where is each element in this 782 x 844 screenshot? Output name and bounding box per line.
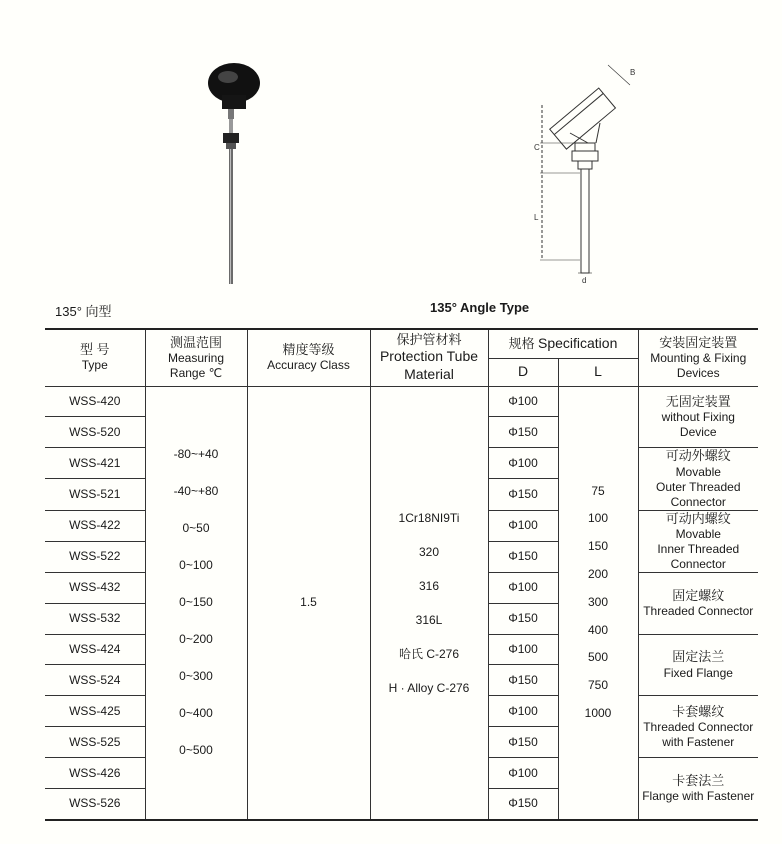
mounting-cn: 卡套螺纹 [672, 703, 725, 719]
diameter-cell: Φ100 [488, 510, 558, 541]
label-l: L [534, 213, 539, 222]
header-spec: 规格 Specification [488, 329, 638, 358]
mounting-en: Threaded Connector [643, 719, 754, 734]
material-value: 320 [418, 544, 440, 559]
range-value: 0~50 [182, 521, 210, 536]
mounting-cell [638, 634, 758, 696]
header-material: 保护管材料 Protection Tube Material [370, 329, 488, 386]
material-value: 316L [415, 612, 443, 627]
mounting-en: Connector [670, 556, 726, 571]
mounting-en: Movable [675, 464, 721, 479]
length-value: 750 [587, 678, 609, 693]
diameter-cell: Φ100 [488, 634, 558, 665]
type-cell: WSS-525 [45, 727, 145, 758]
length-value: 500 [587, 650, 609, 665]
mounting-cell [638, 448, 758, 510]
type-cell: WSS-421 [45, 448, 145, 479]
material-cell [370, 386, 488, 820]
type-cell: WSS-522 [45, 541, 145, 572]
range-value: 0~150 [179, 595, 213, 610]
mounting-cn: 卡套法兰 [672, 772, 725, 788]
type-cell: WSS-420 [45, 386, 145, 417]
type-cell: WSS-526 [45, 789, 145, 820]
range-value: 0~400 [179, 706, 213, 721]
diameter-cell: Φ100 [488, 696, 558, 727]
type-cell: WSS-422 [45, 510, 145, 541]
mounting-en: Device [679, 425, 717, 440]
range-value: 0~500 [179, 743, 213, 758]
mounting-cell [638, 510, 758, 572]
header-d: D [488, 358, 558, 386]
table-row [45, 386, 758, 417]
range-value: 0~300 [179, 669, 213, 684]
spec-table [45, 328, 758, 821]
dimension-drawing [530, 55, 650, 285]
mounting-en: Fixed Flange [663, 665, 733, 680]
label-c: C [534, 143, 540, 152]
mounting-en: Inner Threaded [657, 541, 740, 556]
header-l: L [558, 358, 638, 386]
type-cell: WSS-521 [45, 479, 145, 510]
material-value: 哈氏 C-276 [398, 646, 460, 661]
length-value: 400 [587, 622, 609, 637]
type-cell: WSS-532 [45, 603, 145, 634]
product-photo [200, 55, 280, 290]
length-value: 200 [587, 567, 609, 581]
type-cell: WSS-520 [45, 417, 145, 448]
mounting-en: Connector [670, 494, 726, 509]
section-title-en: 135° Angle Type [430, 300, 530, 315]
section-title-cn: 135° 向型 [55, 304, 112, 319]
diameter-cell: Φ150 [488, 541, 558, 572]
diameter-cell: Φ100 [488, 386, 558, 417]
mounting-cn: 可动外螺纹 [665, 448, 731, 464]
diameter-cell: Φ150 [488, 727, 558, 758]
label-b: B [630, 68, 636, 77]
mounting-cell [638, 572, 758, 634]
mounting-cn: 固定法兰 [672, 649, 725, 665]
length-value: 300 [587, 594, 609, 609]
diameter-cell: Φ100 [488, 758, 558, 789]
mounting-cell [638, 758, 758, 820]
mounting-en: Threaded Connector [643, 603, 754, 618]
length-value: 150 [587, 539, 609, 554]
header-range: 测温范围 Measuring Range ℃ [145, 329, 247, 386]
mounting-en: Outer Threaded [656, 479, 741, 494]
material-value: H · Alloy C-276 [388, 680, 470, 695]
range-value: 0~200 [179, 632, 213, 647]
range-value: 0~100 [179, 558, 213, 573]
header-mounting: 安装固定装置 Mounting & Fixing Devices [638, 329, 758, 386]
diameter-cell: Φ150 [488, 417, 558, 448]
accuracy-cell: 1.5 [247, 386, 370, 820]
mounting-cn: 无固定装置 [665, 393, 731, 409]
length-value: 1000 [584, 705, 612, 720]
diameter-cell: Φ150 [488, 603, 558, 634]
diameter-cell: Φ100 [488, 448, 558, 479]
mounting-en: without Fixing [661, 410, 735, 425]
material-value: 1Cr18NI9Ti [398, 510, 460, 525]
type-cell: WSS-426 [45, 758, 145, 789]
diameter-cell: Φ150 [488, 665, 558, 696]
type-cell: WSS-524 [45, 665, 145, 696]
range-cell [145, 386, 247, 820]
material-value: 316 [418, 578, 440, 593]
length-value: 75 [591, 483, 605, 498]
diameter-cell: Φ150 [488, 479, 558, 510]
mounting-en: with Fastener [662, 734, 735, 749]
range-value: -80~+40 [173, 447, 219, 462]
mounting-cell [638, 696, 758, 758]
type-cell: WSS-432 [45, 572, 145, 603]
length-value: 100 [587, 511, 609, 526]
mounting-cell [638, 386, 758, 448]
length-cell [558, 386, 638, 820]
diameter-cell: Φ100 [488, 572, 558, 603]
header-type: 型 号 Type [45, 329, 145, 386]
range-value: -40~+80 [173, 484, 219, 499]
header-accuracy: 精度等级 Accuracy Class [247, 329, 370, 386]
mounting-cn: 可动内螺纹 [665, 510, 731, 526]
type-cell: WSS-424 [45, 634, 145, 665]
mounting-en: Flange with Fastener [642, 789, 755, 804]
diameter-cell: Φ150 [488, 789, 558, 820]
mounting-en: Movable [675, 526, 721, 541]
label-d: d [582, 276, 587, 285]
type-cell: WSS-425 [45, 696, 145, 727]
mounting-cn: 固定螺纹 [672, 587, 725, 603]
